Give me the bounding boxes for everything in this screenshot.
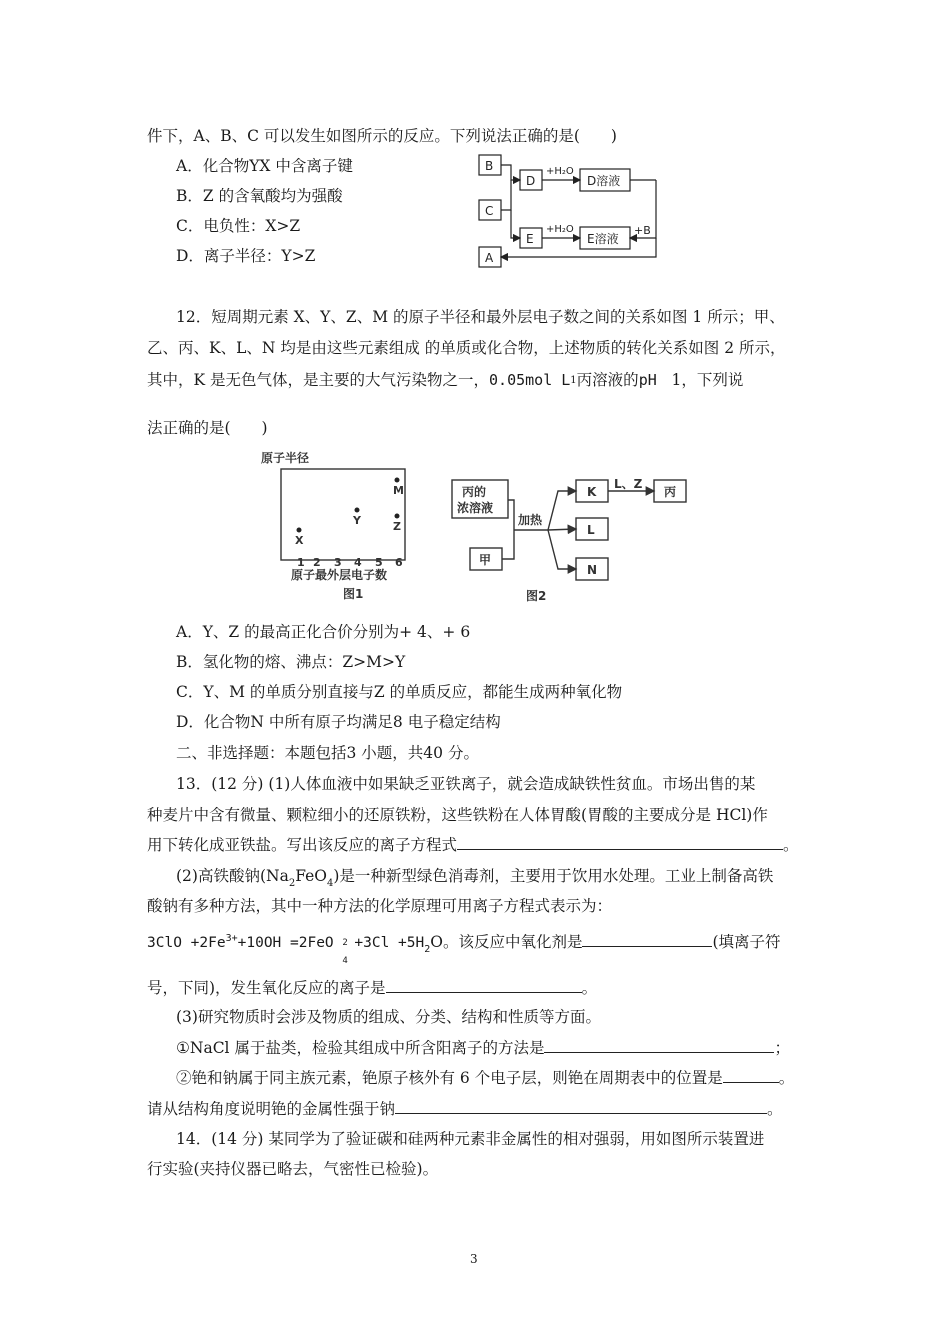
svg-text:M: M xyxy=(393,484,404,497)
q13-equation: $3ClO +2Fe^{3+}+10OH =2FeO$ 2 4 $+3Cl +5H_2O$。该反应中氧化剂是 (填离子符 xyxy=(147,933,781,966)
svg-text:6: 6 xyxy=(395,556,403,569)
point-z xyxy=(395,514,400,519)
point-x xyxy=(297,528,302,533)
q13-p2b: 酸钠有多种方法，其中一种方法的化学原理可用离子方程式表示为： xyxy=(147,897,613,915)
q13-p3: (3)研究物质时会涉及物质的组成、分类、结构和性质等方面。 xyxy=(176,1008,601,1026)
page-number: 3 xyxy=(470,1252,478,1266)
q12-figure-1 xyxy=(255,448,420,606)
q12-option-a: A．Y、Z 的最高正化合价分别为+ 4、+ 6 xyxy=(176,623,471,641)
answer-blank-5[interactable] xyxy=(723,1068,779,1083)
q11-option-c: C．电负性：X>Z xyxy=(176,217,301,235)
q11-reaction-diagram xyxy=(474,150,664,272)
q11-option-d: D．离子半径：Y>Z xyxy=(176,247,316,265)
svg-text:1: 1 xyxy=(297,556,305,569)
answer-blank-6[interactable] xyxy=(395,1099,767,1114)
q12-option-b: B．氢化物的熔、沸点：Z>M>Y xyxy=(176,653,406,671)
box-c: C xyxy=(485,204,494,218)
q13-p3b: ②铯和钠属于同主族元素，铯原子核外有 6 个电子层，则铯在周期表中的位置是 。 xyxy=(176,1069,795,1087)
svg-text:L、Z: L、Z xyxy=(614,477,643,491)
q12-option-c: C．Y、M 的单质分别直接与Z 的单质反应，都能生成两种氧化物 xyxy=(176,683,623,701)
fig1-caption: 图1 xyxy=(343,587,364,601)
box-e-solution: E溶液 xyxy=(587,232,619,246)
section-heading: 二、非选择题：本题包括3 小题，共40 分。 xyxy=(176,744,479,762)
svg-text:丙: 丙 xyxy=(664,485,677,499)
q12-line3: 其中，K 是无色气体，是主要的大气污染物之一，0.05mol L1丙溶液的pH 1，下列说 xyxy=(147,371,744,389)
answer-blank-1[interactable] xyxy=(457,835,783,850)
box-d-solution: D溶液 xyxy=(587,174,621,188)
q12-line1: 12．短周期元素 X、Y、Z、M 的原子半径和最外层电子数之间的关系如图 1 所示；甲、 xyxy=(176,308,785,326)
plus-b-label: +B xyxy=(634,224,651,237)
point-m xyxy=(395,478,400,483)
svg-text:Y: Y xyxy=(353,514,361,527)
svg-text:2: 2 xyxy=(313,556,321,569)
svg-text:加热: 加热 xyxy=(518,513,543,527)
svg-text:5: 5 xyxy=(375,556,383,569)
q13-p3a: ①NaCl 属于盐类，检验其组成中所含阳离子的方法是 ； xyxy=(176,1039,790,1057)
box-e: E xyxy=(526,232,534,246)
q12-figure-2 xyxy=(448,470,698,604)
svg-text:L: L xyxy=(587,523,595,537)
q11-option-b: B．Z 的含氧酸均为强酸 xyxy=(176,187,343,205)
q13-p3c: 请从结构角度说明铯的金属性强于钠 。 xyxy=(147,1100,783,1118)
box-a: A xyxy=(485,251,494,265)
fig1-ylabel: 原子半径 xyxy=(261,451,310,465)
q12-option-d: D．化合物N 中所有原子均满足8 电子稳定结构 xyxy=(176,713,501,731)
box-b: B xyxy=(485,159,494,173)
q13-p2d: 号，下同)，发生氧化反应的离子是 。 xyxy=(147,979,598,997)
q13-p1a: 13．(12 分) (1)人体血液中如果缺乏亚铁离子，就会造成缺铁性贫血。市场出售的某 xyxy=(176,775,756,793)
q12-line2: 乙、丙、K、L、N 均是由这些元素组成 的单质或化合物，上述物质的转化关系如图 2 所示， xyxy=(147,339,786,357)
svg-text:丙的: 丙的 xyxy=(462,485,487,499)
answer-blank-2[interactable] xyxy=(582,932,712,947)
q11-intro: 件下，A、B、C 可以发生如图所示的反应。下列说法正确的是( ) xyxy=(147,127,617,145)
fig1-xlabel: 原子最外层电子数 xyxy=(291,568,388,582)
q13-p2a: (2)高铁酸钠$(Na_2FeO_4)$是一种新型绿色消毒剂，主要用于饮用水处理。工业上制备高铁 xyxy=(176,867,774,889)
q14-line2: 行实验(夹持仪器已略去，气密性已检验)。 xyxy=(147,1160,439,1178)
svg-text:3: 3 xyxy=(334,556,342,569)
q14-line1: 14．(14 分) 某同学为了验证碳和硅两种元素非金属性的相对强弱，用如图所示装置进 xyxy=(176,1130,765,1148)
q11-option-a: A．化合物YX 中含离子键 xyxy=(176,157,353,175)
box-d: D xyxy=(526,174,536,188)
svg-text:Z: Z xyxy=(393,520,401,533)
svg-text:浓溶液: 浓溶液 xyxy=(457,501,494,515)
q12-line4: 法正确的是( ) xyxy=(147,419,268,437)
q13-p1c: 用下转化成亚铁盐。写出该反应的离子方程式 。 xyxy=(147,836,799,854)
q13-p1b: 种麦片中含有微量、颗粒细小的还原铁粉，这些铁粉在人体胃酸(胃酸的主要成分是 HCl)作 xyxy=(147,806,768,824)
point-y xyxy=(355,508,360,513)
h2o-label-top: +H₂O xyxy=(546,166,574,177)
answer-blank-3[interactable] xyxy=(386,978,582,993)
svg-text:X: X xyxy=(295,534,304,547)
svg-text:图2: 图2 xyxy=(526,589,547,603)
h2o-label-bottom: +H₂O xyxy=(546,224,574,235)
svg-text:4: 4 xyxy=(354,556,362,569)
svg-text:甲: 甲 xyxy=(479,553,492,567)
svg-text:K: K xyxy=(587,485,597,499)
answer-blank-4[interactable] xyxy=(544,1038,774,1053)
svg-text:N: N xyxy=(587,563,598,577)
